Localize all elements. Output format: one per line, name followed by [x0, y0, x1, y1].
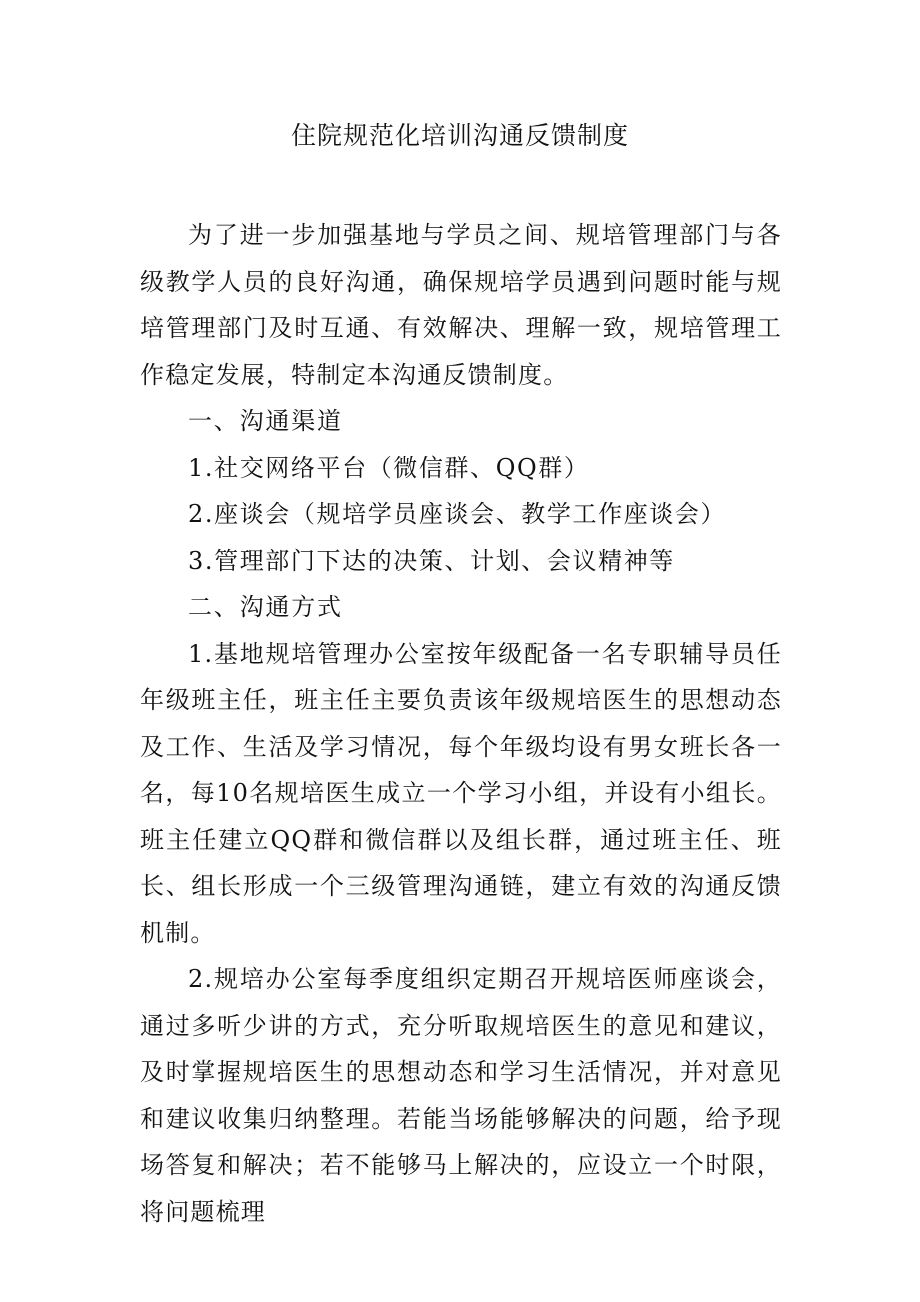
- document-body: [140, 212, 782, 1235]
- document-title: 住院规范化培训沟通反馈制度: [290, 121, 629, 150]
- section-heading-methods: 二、沟通方式: [188, 593, 343, 621]
- method-paragraph-1: 1.基地规培管理办公室按年级配备一名专职辅导员任年级班主任，班主任主要负责该年级规培医生的思想动态及工作、生活及学习情况，每个年级均设有男女班长各一名，每10名规培医生成立一个学习小组，并设有小组长。班主任建立QQ群和微信群以及组长群，通过班主任、班长、组长形成一个三级管理沟通链，建立有效的沟通反馈机制。: [140, 639, 782, 947]
- channel-item-1: 1.社交网络平台（微信群、QQ群）: [188, 453, 590, 482]
- method-paragraph-2: 2.规培办公室每季度组织定期召开规培医师座谈会，通过多听少讲的方式，充分听取规培医生的意见和建议，及时掌握规培医生的思想动态和学习生活情况，并对意见和建议收集归纳整理。若能当场能够解决的问题，给予现场答复和解决；若不能够马上解决的，应设立一个时限，将问题梳理: [140, 965, 782, 1226]
- intro-paragraph: 为了进一步加强基地与学员之间、规培管理部门与各级教学人员的良好沟通，确保规培学员遇到问题时能与规培管理部门及时互通、有效解决、理解一致，规培管理工作稳定发展，特制定本沟通反馈制度。: [140, 221, 782, 389]
- channel-item-3: 3.管理部门下达的决策、计划、会议精神等: [188, 546, 675, 575]
- section-heading-channels: 一、沟通渠道: [188, 407, 343, 435]
- channel-item-2: 2.座谈会（规培学员座谈会、教学工作座谈会）: [188, 500, 727, 528]
